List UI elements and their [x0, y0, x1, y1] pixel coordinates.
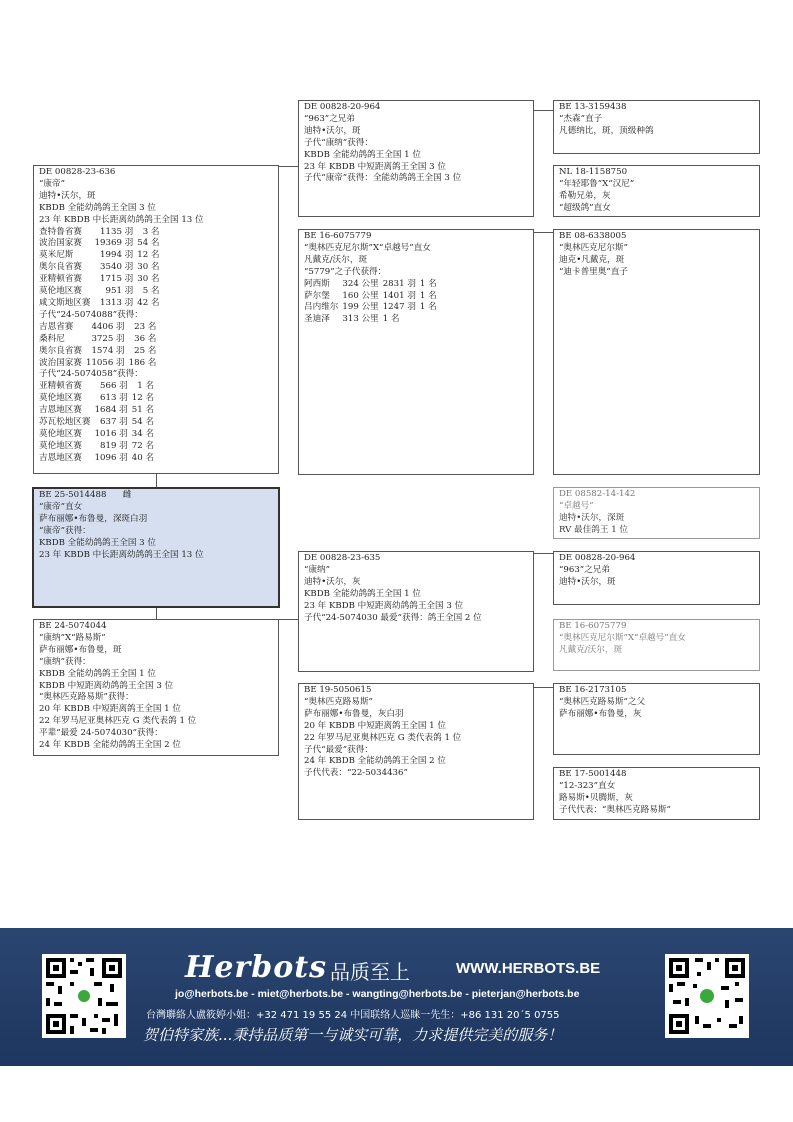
result-row: 奥尔良省赛 3540 羽 30 名 — [39, 262, 160, 273]
footer-banner — [0, 928, 793, 1066]
dam-line: BE 24-5074044 — [39, 621, 107, 631]
dam-dam-box — [298, 683, 534, 820]
result-row: 苏瓦松地区赛 637 羽 54 名 — [39, 417, 155, 428]
dam-sire-line: 迪特•沃尔，灰 — [304, 576, 361, 587]
dam-sire-line: KBDB 全能幼鸽鸽王全国 1 位 — [304, 588, 421, 599]
sire-dam-results-table — [304, 279, 441, 327]
dam-line: “奥林匹克路易斯”获得： — [39, 692, 134, 703]
dam-line: KBDB 全能幼鸽鸽王全国 1 位 — [39, 668, 156, 679]
dds-line: BE 16-2173105 — [559, 685, 627, 695]
subject-ring-line — [39, 490, 273, 502]
ssd-line: NL 18-1158750 — [559, 167, 628, 177]
dam-dam-line: 20 年 KBDB 中短距离鸽王全国 1 位 — [304, 720, 446, 731]
sss-line: BE 13-3159438 — [559, 102, 627, 112]
dam-line: KBDB 中短距离幼鸽鸽王全国 3 位 — [39, 680, 174, 691]
sire-sire-line: 子代“康帝”获得：全能幼鸽鸽王全国 3 位 — [304, 173, 462, 184]
sire-sire-line: 子代“康纳”获得： — [304, 137, 373, 148]
sdd-line: 迪特•沃尔，深斑 — [559, 512, 625, 523]
dam-line: 22 年罗马尼亚奥林匹克 G 类代表鸽 1 位 — [39, 716, 197, 727]
sire-sire-line: “963”之兄弟 — [304, 113, 355, 124]
result-row: 波治国家赛 11056 羽 186 名 — [39, 357, 157, 368]
sire-results-table — [39, 227, 164, 310]
sss-box — [553, 100, 760, 154]
sire-dam-line: “奥林匹克尼尔斯”X“卓越号”直女 — [304, 242, 431, 253]
ssd-line: 希勒兄弟，灰 — [559, 190, 611, 201]
dam-line: “康纳”获得： — [39, 656, 91, 667]
result-row: 莫伦地区赛 1016 羽 34 名 — [39, 428, 155, 439]
result-row: 亚精顿省赛 566 羽 1 名 — [39, 381, 155, 392]
sire-results-table — [39, 322, 160, 370]
qr-code-icon[interactable] — [42, 954, 126, 1038]
ddd-line: 子代代表：“奥林匹克路易斯” — [559, 804, 671, 815]
dam-line: 24 年 KBDB 全能幼鸽鸽王全国 2 位 — [39, 740, 181, 751]
sire-dam-line: 凡戴克/沃尔，斑 — [304, 254, 368, 265]
dds-line: “奥林匹克路易斯”之父 — [559, 696, 646, 707]
result-row: 萨尔堡 160 公里 1401 羽 1 名 — [304, 290, 437, 301]
ddd-line: BE 17-5001448 — [559, 769, 627, 779]
result-row: 莫米尼斯 1994 羽 12 名 — [39, 250, 160, 261]
qr-code-icon[interactable] — [665, 954, 749, 1038]
sire-box — [33, 165, 279, 474]
result-row: 莫伦地区赛 819 羽 72 名 — [39, 440, 155, 451]
subject-ring: BE 25-5014488 — [39, 490, 107, 500]
ssd-line: “年轻耶鲁”X“汉尼” — [559, 178, 635, 189]
result-row: 吉恩省赛 4406 羽 23 名 — [39, 321, 157, 332]
dam-dam-line: “奥林匹克路易斯” — [304, 696, 373, 707]
ddd-line: 路易斯•贝腾斯，灰 — [559, 792, 633, 803]
result-row: 莫伦地区赛 613 羽 12 名 — [39, 393, 155, 404]
sdd-line: “卓越号” — [559, 500, 594, 511]
sire-line: 迪特•沃尔，斑 — [39, 190, 96, 201]
sdd-box — [553, 487, 760, 539]
connector-line — [156, 474, 157, 487]
ssd-box — [553, 165, 760, 217]
dam-box — [33, 619, 279, 756]
dss-line: “963”之兄弟 — [559, 564, 610, 575]
dam-sire-line: 23 年 KBDB 中短距离幼鸽鸽王全国 3 位 — [304, 600, 464, 611]
sire-sire-line: 迪特•沃尔，斑 — [304, 125, 361, 136]
result-row: 波治国家赛 19369 羽 54 名 — [39, 238, 160, 249]
dam-dam-line: 萨布丽娜•布鲁曼，灰白羽 — [304, 708, 404, 719]
subject-line: KBDB 全能幼鸽鸽王全国 3 位 — [39, 537, 156, 548]
sire-sire-box — [298, 100, 534, 217]
dsd-line: 凡戴克/沃尔，斑 — [559, 644, 623, 655]
dds-line: 萨布丽娜•布鲁曼，灰 — [559, 708, 642, 719]
sds-line: BE 08-6338005 — [559, 231, 627, 241]
result-row: 吕内维尔 199 公里 1247 羽 1 名 — [304, 302, 437, 313]
phone-contacts: 台灣聯絡人盧筱婷小姐：+32 471 19 55 24 中国联络人巡睐一先生：+86 131 20´5 0755 — [146, 1010, 560, 1021]
dam-line: 平辈“最爱 24-5074030”获得： — [39, 728, 163, 739]
subject-line: 23 年 KBDB 中长距离幼鸽鸽王全国 13 位 — [39, 549, 204, 560]
dam-dam-line: BE 19-5050615 — [304, 685, 372, 695]
dss-box — [553, 551, 760, 605]
subject-line: “康帝”获得： — [39, 525, 91, 536]
result-row: 莫伦地区赛 951 羽 5 名 — [39, 286, 160, 297]
dam-line: “康纳”X“路易斯” — [39, 632, 106, 643]
email-contacts[interactable]: jo@herbots.be - miet@herbots.be - wangting@herbots.be - pieterjan@herbots.be — [175, 988, 580, 1000]
dam-sire-line: DE 00828-23-635 — [304, 553, 381, 563]
sss-line: 凡德纳比，斑，顶级种鸽 — [559, 125, 654, 136]
website-link[interactable]: WWW.HERBOTS.BE — [456, 960, 601, 977]
result-row: 吉恩地区赛 1096 羽 40 名 — [39, 452, 155, 463]
subject-sex: 雌 — [122, 490, 132, 500]
result-row: 亚精顿省赛 1715 羽 30 名 — [39, 274, 160, 285]
sire-sire-line: KBDB 全能幼鸽鸽王全国 1 位 — [304, 149, 421, 160]
dam-dam-line: 子代“最爱”获得： — [304, 744, 373, 755]
connector-line — [534, 553, 553, 554]
sire-child-heading: 子代“24-5074088”获得： — [39, 309, 143, 320]
motto-text: 贺伯特家族...秉持品质第一与诚实可靠，力求提供完美的服务！ — [143, 1026, 563, 1044]
sds-line: “奥林匹克尼尔斯” — [559, 242, 628, 253]
dam-dam-line: 22 年罗马尼亚奥林匹克 G 类代表鸽 1 位 — [304, 732, 462, 743]
dam-line: 20 年 KBDB 中短距离鸽王全国 1 位 — [39, 704, 181, 715]
sire-sire-line: DE 00828-20-964 — [304, 102, 381, 112]
sss-line: “杰森”直子 — [559, 113, 603, 124]
herbots-logo: Herbots — [185, 950, 327, 985]
ddd-box — [553, 767, 760, 820]
sire-line: KBDB 全能幼鸽鸽王全国 3 位 — [39, 202, 156, 213]
dam-dam-line: 子代代表：“22-5034436” — [304, 768, 408, 779]
dss-line: 迪特•沃尔，斑 — [559, 576, 616, 587]
sire-results-table — [39, 381, 158, 464]
sdd-line: RV 最佳鸽王 1 位 — [559, 524, 629, 535]
subject-line: 萨布丽娜•布鲁曼，深斑白羽 — [39, 513, 148, 524]
dss-line: DE 00828-20-964 — [559, 553, 636, 563]
result-row: 咸文斯地区赛 1313 羽 42 名 — [39, 297, 160, 308]
dsd-line: BE 16-6075779 — [559, 621, 627, 631]
dam-dam-line: 24 年 KBDB 全能幼鸽鸽王全国 2 位 — [304, 756, 446, 767]
result-row: 查特鲁省赛 1135 羽 3 名 — [39, 226, 160, 237]
sire-child-heading: 子代“24-5074058”获得： — [39, 369, 143, 380]
dam-sire-line: 子代“24-5074030 最爱”获得：鸽王全国 2 位 — [304, 612, 482, 623]
dam-line: 萨布丽娜•布鲁曼，斑 — [39, 644, 122, 655]
subject-line: “康帝”直女 — [39, 501, 83, 512]
sire-dam-box — [298, 229, 534, 475]
result-row: 桑科尼 3725 羽 36 名 — [39, 333, 157, 344]
subject-box — [32, 487, 280, 608]
dsd-box — [553, 619, 760, 671]
sire-line: DE 00828-23-636 — [39, 167, 116, 177]
sire-sire-line: 23 年 KBDB 中短距离鸽王全国 3 位 — [304, 161, 446, 172]
sdd-line: DE 08582-14-142 — [559, 489, 636, 499]
result-row: 奥尔良省赛 1574 羽 25 名 — [39, 345, 157, 356]
sire-line: 23 年 KBDB 中长距离幼鸽鸽王全国 13 位 — [39, 214, 204, 225]
dsd-line: “奥林匹克尼尔斯”X“卓越号”直女 — [559, 632, 686, 643]
connector-line — [279, 166, 298, 167]
sds-line: “迪卡普里奥”直子 — [559, 266, 628, 277]
ssd-line: “超级鸽”直女 — [559, 202, 611, 213]
connector-line — [279, 619, 298, 620]
sire-line: “康帝” — [39, 178, 65, 189]
dds-box — [553, 683, 760, 755]
sire-dam-line: “5779”之子代获得： — [304, 266, 387, 277]
connector-line — [534, 110, 553, 111]
sds-box — [553, 229, 760, 475]
dam-sire-box — [298, 551, 534, 672]
sire-dam-line: BE 16-6075779 — [304, 231, 372, 241]
sds-line: 迪克•凡戴克，斑 — [559, 254, 625, 265]
ddd-line: “12-323”直女 — [559, 780, 616, 791]
dam-sire-line: “康纳” — [304, 564, 330, 575]
result-row: 阿西斯 324 公里 2831 羽 1 名 — [304, 278, 437, 289]
connector-line — [534, 687, 553, 688]
connector-line — [534, 232, 553, 233]
result-row: 圣迪泽 313 公里 1 名 — [304, 314, 400, 325]
result-row: 吉恩地区赛 1684 羽 51 名 — [39, 405, 155, 416]
slogan-text: 品质至上 — [330, 960, 410, 984]
